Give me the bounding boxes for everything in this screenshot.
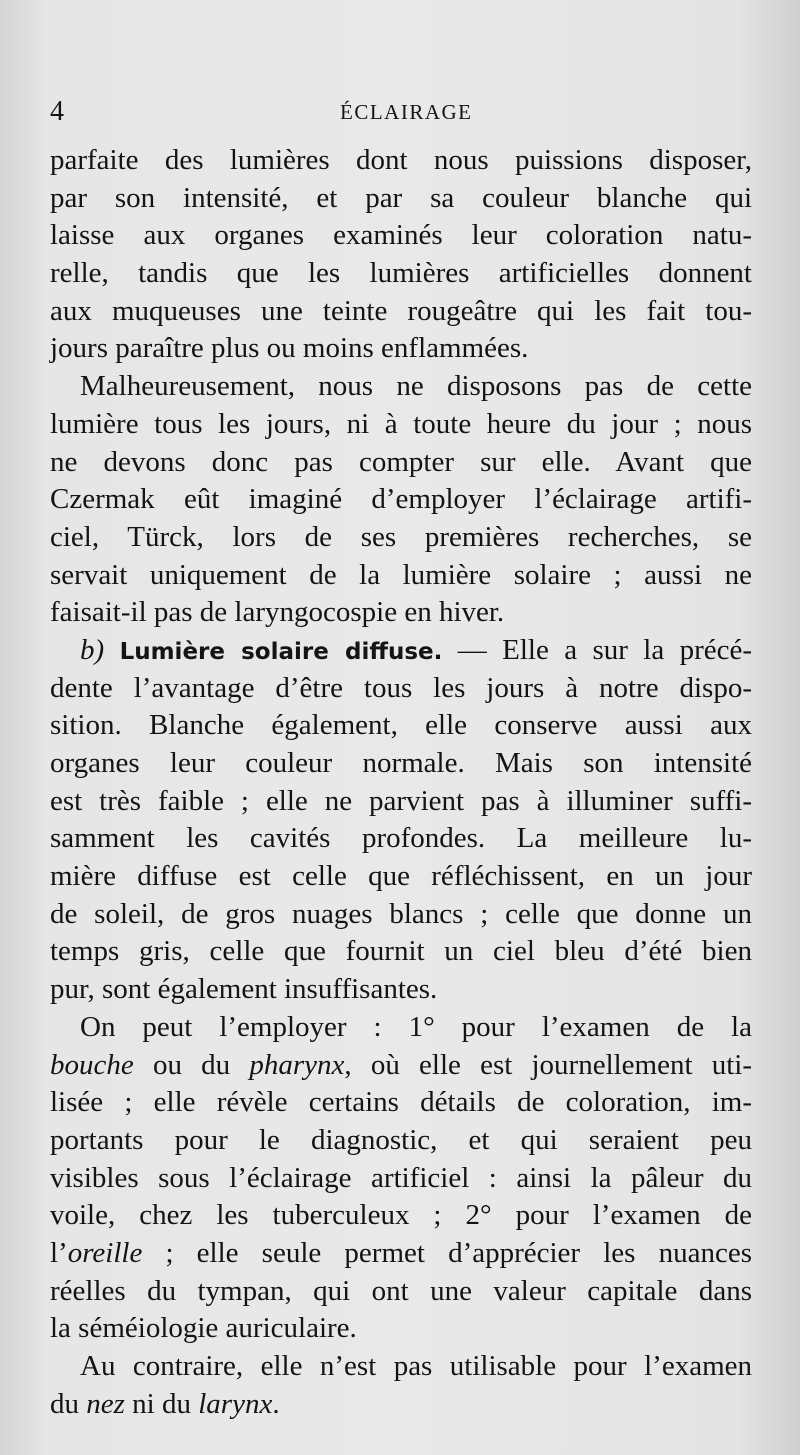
text-line: Malheureusement, nous ne disposons pas de cette	[80, 370, 752, 403]
text-line: ciel, Türck, lors de ses premières recherches, se	[50, 520, 752, 553]
text-line: aux muqueuses une teinte rougeâtre qui les fait tou-	[50, 294, 752, 327]
text-line: lumière tous les jours, ni à toute heure du jour ; nous	[50, 407, 752, 440]
text-line: de soleil, de gros nuages blancs ; celle que donne un	[50, 897, 752, 930]
text-run: , où elle est journellement uti-	[344, 1048, 753, 1081]
text-line: Au contraire, elle n’est pas utilisable pour l’examen	[80, 1350, 752, 1382]
list-label: b)	[80, 633, 105, 666]
text-line: ne devons donc pas compter sur elle. Avant que	[50, 445, 752, 478]
text-line: relle, tandis que les lumières artificielles donnent	[50, 257, 752, 290]
text-line: lisée ; elle révèle certains détails de coloration, im-	[50, 1086, 752, 1119]
text-line: Czermak eût imaginé d’employer l’éclairage artifi-	[50, 483, 752, 516]
text-run: du	[50, 1387, 87, 1420]
text-line: samment les cavités profondes. La meilleure lu-	[50, 822, 752, 855]
text-line: réelles du tympan, qui ont une valeur capitale dans	[50, 1274, 752, 1307]
text-line: visibles sous l’éclairage artificiel : ainsi la pâleur du	[50, 1161, 752, 1194]
text-line: portants pour le diagnostic, et qui seraient peu	[50, 1123, 752, 1156]
text-line: organes leur couleur normale. Mais son intensité	[50, 747, 752, 779]
body-text	[50, 142, 752, 1423]
text-line: jours paraître plus ou moins enflammées.	[50, 332, 529, 365]
text-line: On peut l’employer : 1° pour l’examen de la	[80, 1010, 752, 1043]
italic-term: oreille	[67, 1236, 143, 1269]
page-number: 4	[50, 96, 64, 127]
text-line: dente l’avantage d’être tous les jours à notre dispo-	[50, 671, 752, 704]
text-line: servait uniquement de la lumière solaire ; aussi ne	[50, 558, 752, 591]
text-line: parfaite des lumières dont nous puissions disposer,	[50, 144, 752, 176]
italic-term: bouche	[50, 1048, 134, 1081]
text-line: voile, chez les tuberculeux ; 2° pour l’examen de	[50, 1199, 752, 1232]
text-line: temps gris, celle que fournit un ciel bleu d’été bien	[50, 935, 752, 968]
page-header	[50, 96, 750, 130]
italic-term: nez	[86, 1387, 125, 1420]
text-line: la séméiologie auriculaire.	[50, 1312, 357, 1345]
text-line: mière diffuse est celle que réfléchissent, en un jour	[50, 860, 752, 893]
text-line: laisse aux organes examinés leur coloration natu-	[50, 219, 752, 252]
text-line: pur, sont également insuffisantes.	[50, 973, 438, 1006]
text-run: .	[272, 1387, 280, 1420]
text-line: est très faible ; elle ne parvient pas à illuminer suffi-	[50, 784, 752, 817]
italic-term: larynx	[198, 1387, 273, 1420]
text-line	[50, 632, 752, 670]
text-line	[50, 1386, 752, 1424]
text-run: l’	[50, 1236, 68, 1269]
text-line: par son intensité, et par sa couleur blanche qui	[50, 181, 752, 214]
text-line	[50, 1047, 752, 1085]
heading-continuation: — Elle a sur la précé-	[442, 633, 753, 666]
italic-term: pharynx	[249, 1048, 345, 1081]
text-line	[50, 1235, 752, 1273]
section-heading: Lumière solaire diffuse.	[119, 638, 443, 665]
text-run: ou du	[133, 1048, 250, 1081]
text-line: sition. Blanche également, elle conserve aussi aux	[50, 709, 752, 742]
text-line: faisait-il pas de laryngocospie en hiver.	[50, 596, 505, 629]
running-head: ÉCLAIRAGE	[340, 100, 473, 124]
text-run: ; elle seule permet d’apprécier les nuances	[142, 1236, 752, 1269]
text-run: ni du	[124, 1387, 199, 1420]
